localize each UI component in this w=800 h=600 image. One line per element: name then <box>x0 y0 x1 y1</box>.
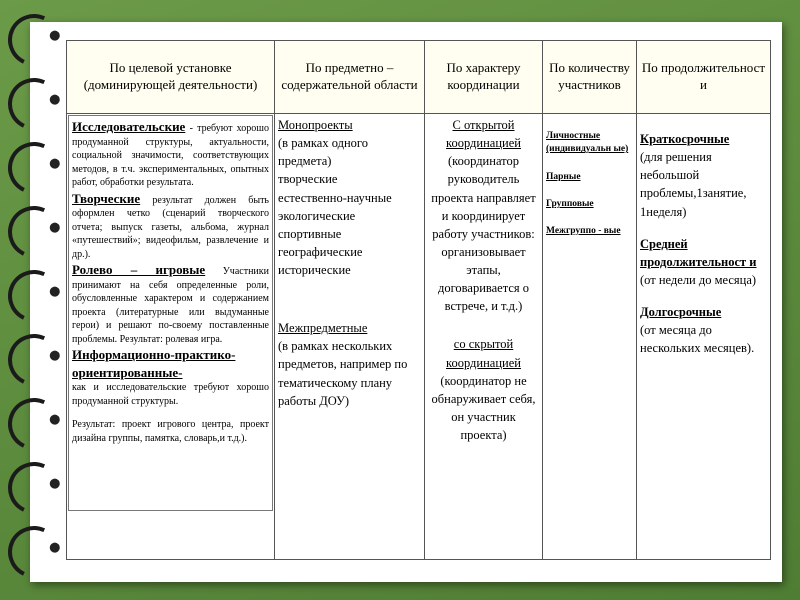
cell-participants <box>543 114 637 560</box>
content-row <box>67 114 771 560</box>
header-row <box>67 41 771 114</box>
long-title: Долгосрочные <box>640 305 722 319</box>
creative-block <box>72 190 269 262</box>
info-title: Информационно-практико-ориентированные- <box>72 347 236 380</box>
long-text: (от месяца до нескольких месяцев). <box>640 323 755 356</box>
info-text: как и исследовательские требуют хорошо продуманной структуры. <box>72 382 269 407</box>
role-title: Ролево – игровые <box>72 262 206 278</box>
participants-item: Групповые <box>546 198 594 209</box>
role-block <box>72 261 269 346</box>
project-types-table <box>66 40 771 560</box>
creative-text: результат должен быть оформлен четко (сценарий творческого отчета; выпуск газеты, альбома, журнал «путешествий»; видеофильм, развлечение и др.). <box>72 194 269 260</box>
info-block <box>72 346 269 408</box>
result-text: Результат: проект игрового центра, проект дизайна группы, памятка, словарь,и т.д.). <box>72 419 269 444</box>
mono-title: Монопроекты <box>278 118 353 132</box>
research-block <box>72 118 269 190</box>
header-participants: По количеству участников <box>543 41 637 114</box>
mid-title: Средней продолжительност и <box>640 236 757 269</box>
subject-item: спортивные <box>278 226 342 241</box>
cell-goal <box>67 114 275 560</box>
short-text: (для решения небольшой проблемы,1занятие, 1неделя) <box>640 150 747 219</box>
subject-item: естественно-научные <box>278 190 392 205</box>
mid-text: (от недели до месяца) <box>640 272 757 287</box>
inter-text: (в рамках нескольких предметов, например по тематическому плану работы ДОУ) <box>278 339 408 408</box>
cell-coordination <box>425 114 543 560</box>
inter-title: Межпредметные <box>278 321 368 336</box>
research-text: - требуют хорошо продуманной структуры, актуальности, социальной значимости, соответствующих методов, в т.ч. экспериментальных, опытных работ, обработки результата. <box>72 123 270 189</box>
open-text: (координатор руководитель проекта направляет и координирует работу участников: организовывает этапы, договаривается о встрече, и т.д.) <box>431 154 536 314</box>
participants-item: Межгруппо - вые <box>546 226 621 237</box>
participants-item: Парные <box>546 171 581 182</box>
slide-page <box>30 22 782 582</box>
research-title: Исследовательские <box>72 119 186 134</box>
open-title: С открытой координацией <box>446 118 521 151</box>
participants-item: Личностные (индивидуальн ые) <box>546 131 629 155</box>
short-title: Краткосрочные <box>640 132 730 146</box>
subject-item: творческие <box>278 172 338 187</box>
role-text: Участники принимают на себя определенные роли, обусловленные характером и содержанием проекта (литературные или выдуманные герои) и решают по-своему поставленные проблемы. Результат: ролевая игра. <box>72 266 269 345</box>
header-subject: По предметно – содержательной области <box>275 41 425 114</box>
cell-subject <box>275 114 425 560</box>
hidden-text: (координатор не обнаруживает себя, он участник проекта) <box>431 373 536 442</box>
subject-item: экологические <box>278 208 356 223</box>
mono-sub: (в рамках одного предмета) <box>278 136 368 169</box>
hidden-title: со скрытой координацией <box>446 337 521 370</box>
header-coordination: По характеру координации <box>425 41 543 114</box>
creative-title: Творческие <box>72 190 141 206</box>
header-goal: По целевой установке (доминирующей деятельности) <box>67 41 275 114</box>
cell-duration <box>637 114 771 560</box>
subject-item: географические <box>278 244 363 259</box>
header-duration: По продолжительност и <box>637 41 771 114</box>
subject-item: исторические <box>278 263 351 277</box>
